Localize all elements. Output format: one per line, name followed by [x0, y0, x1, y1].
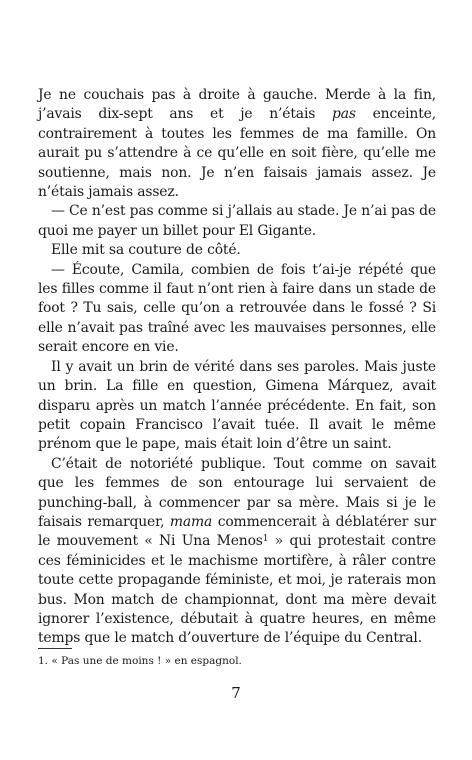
paragraph — [38, 86, 436, 202]
paragraph — [38, 241, 436, 260]
text-segment: » qui protestait contre ces féminicides et le machisme mortifère, à râler contre toute cette propagande féministe, et moi, je raterais mon bus. Mon match de championnat, dont ma mère devait ignorer l’existence, débutait à quatre heures, en même temps que le match d’ouverture de l’équipe du Central. — [38, 533, 436, 647]
footnote-reference: 1 — [262, 534, 269, 545]
text-segment: commencerait à déblatérer sur le mouvement « Ni Una Menos — [38, 513, 436, 550]
text-segment: C’était de notoriété publique. Tout comme on savait que les femmes de son entourage lui servaient de punching-ball, à commencer par sa mère. Mais si je le faisais remarquer, — [38, 455, 436, 530]
text-segment: — Écoute, Camila, combien de fois t’ai-je répété que les filles comme il faut n’ont rien à faire dans un stade de foot ? Tu sais, celle qu’on a retrouvée dans le fossé ? Si elle n’avait pas traîné avec les mauvaises personnes, elle serait encore en vie. — [38, 261, 436, 356]
footnote-divider — [38, 648, 72, 649]
page-body — [38, 86, 436, 649]
paragraph — [38, 455, 436, 649]
text-segment: Elle mit sa couture de côté. — [51, 242, 241, 259]
main-text — [38, 86, 436, 649]
footnote: 1. « Pas une de moins ! » en espagnol. — [38, 655, 242, 667]
emphasis-text: pas — [331, 106, 356, 123]
paragraph — [38, 358, 436, 455]
page-number: 7 — [231, 684, 241, 702]
text-segment: enceinte, contrairement à toutes les femmes de ma famille. On aurait pu s’attendre à ce qu’elle en soit fière, qu’elle me soutienne, mais non. Je n’en faisais jamais assez. Je n’étais jamais assez. — [38, 106, 436, 201]
text-segment: Je ne couchais pas à droite à gauche. Merde à la fin, j’avais dix-sept ans et je n’étais — [38, 87, 436, 123]
text-segment: — Ce n’est pas comme si j’allais au stade. Je n’ai pas de quoi me payer un billet pour El Gigante. — [38, 203, 436, 239]
text-segment: Il y avait un brin de vérité dans ses paroles. Mais juste un brin. La fille en question, Gimena Márquez, avait disparu après un match l’année précédente. En fait, son petit copain Francisco l’avait tuée. Il avait le même prénom que le pape, mais était loin d’être un saint. — [38, 358, 436, 453]
emphasis-text: mama — [169, 513, 213, 530]
paragraph — [38, 202, 436, 241]
paragraph — [38, 261, 436, 358]
